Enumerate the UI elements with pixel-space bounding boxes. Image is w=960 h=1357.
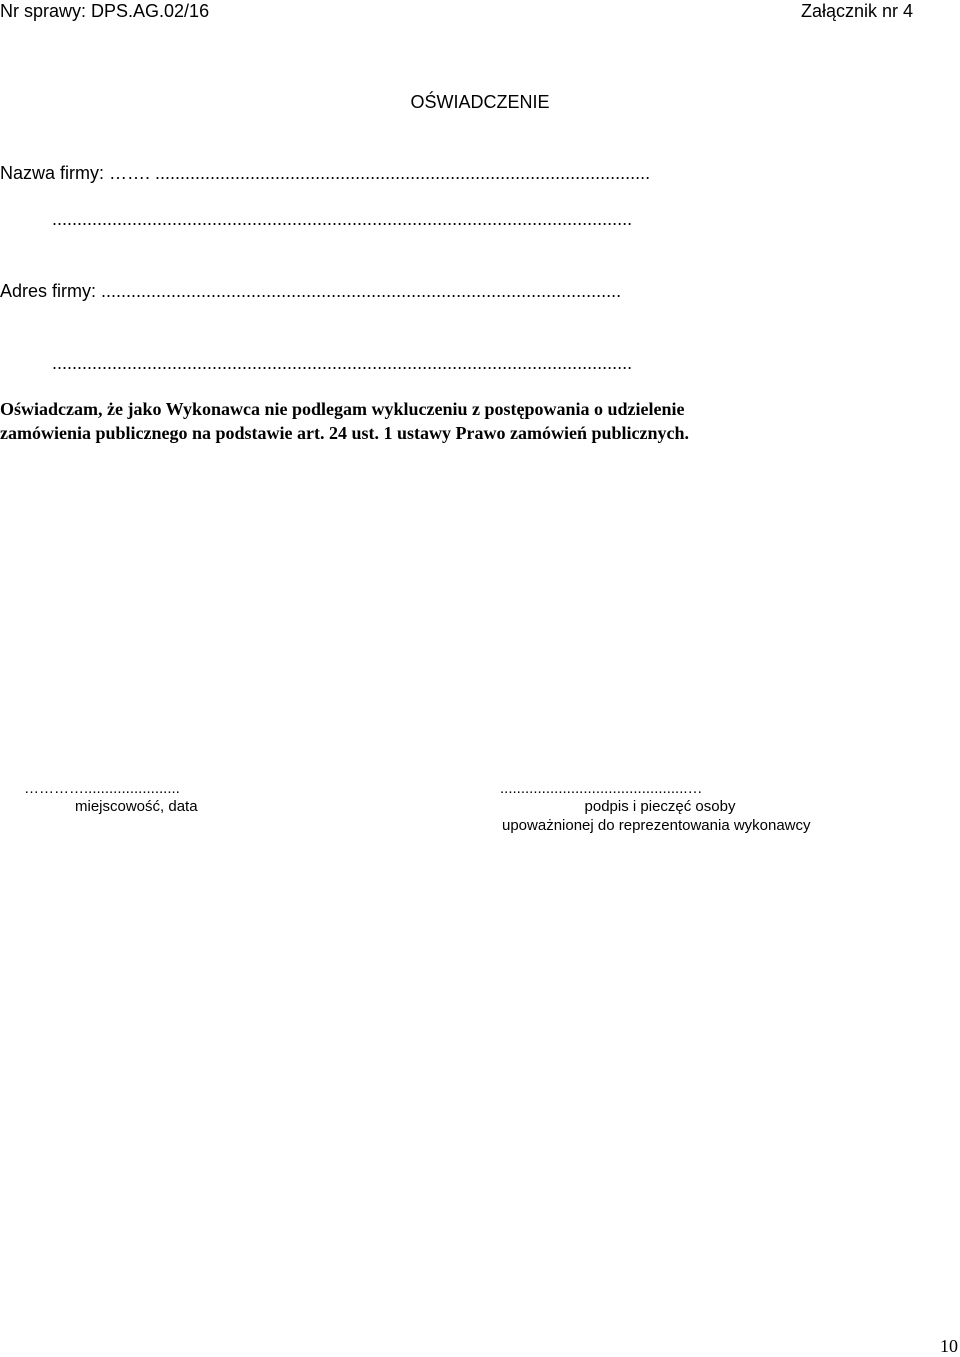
company-address-dots: ........................................................................................................ bbox=[101, 281, 622, 301]
page-number: 10 bbox=[940, 1336, 958, 1356]
signature-caption-line-1: podpis i pieczęć osoby bbox=[584, 798, 736, 815]
attachment-label: Załącznik nr 4 bbox=[800, 1, 913, 21]
company-address-label: Adres firmy: bbox=[0, 281, 97, 301]
case-number: Nr sprawy: DPS.AG.02/16 bbox=[0, 1, 210, 21]
declaration-line-2: zamówienia publicznego na podstawie art. 24 ust. 1 ustawy Prawo zamówień publicznych. bbox=[0, 423, 690, 443]
place-date-dots: …………....................... bbox=[24, 780, 180, 797]
place-date-caption: miejscowość, data bbox=[75, 798, 198, 815]
signature-dots: .............................................… bbox=[500, 780, 703, 797]
signature-caption-line-2: upoważnionej do reprezentowania wykonawcy bbox=[502, 817, 811, 834]
company-name-dots-line2: .................................................................................................................... bbox=[52, 209, 633, 229]
company-name-label: Nazwa firmy: bbox=[0, 163, 105, 183]
document-title: OŚWIADCZENIE bbox=[410, 92, 550, 112]
company-name-row bbox=[0, 162, 650, 184]
declaration-line-1: Oświadczam, że jako Wykonawca nie podlegam wykluczeniu z postępowania o udzielenie bbox=[0, 399, 685, 419]
company-name-dots: ……. ................................................................................................... bbox=[109, 163, 651, 183]
company-address-dots-line2: .................................................................................................................... bbox=[52, 353, 633, 373]
company-address-row bbox=[0, 280, 621, 302]
